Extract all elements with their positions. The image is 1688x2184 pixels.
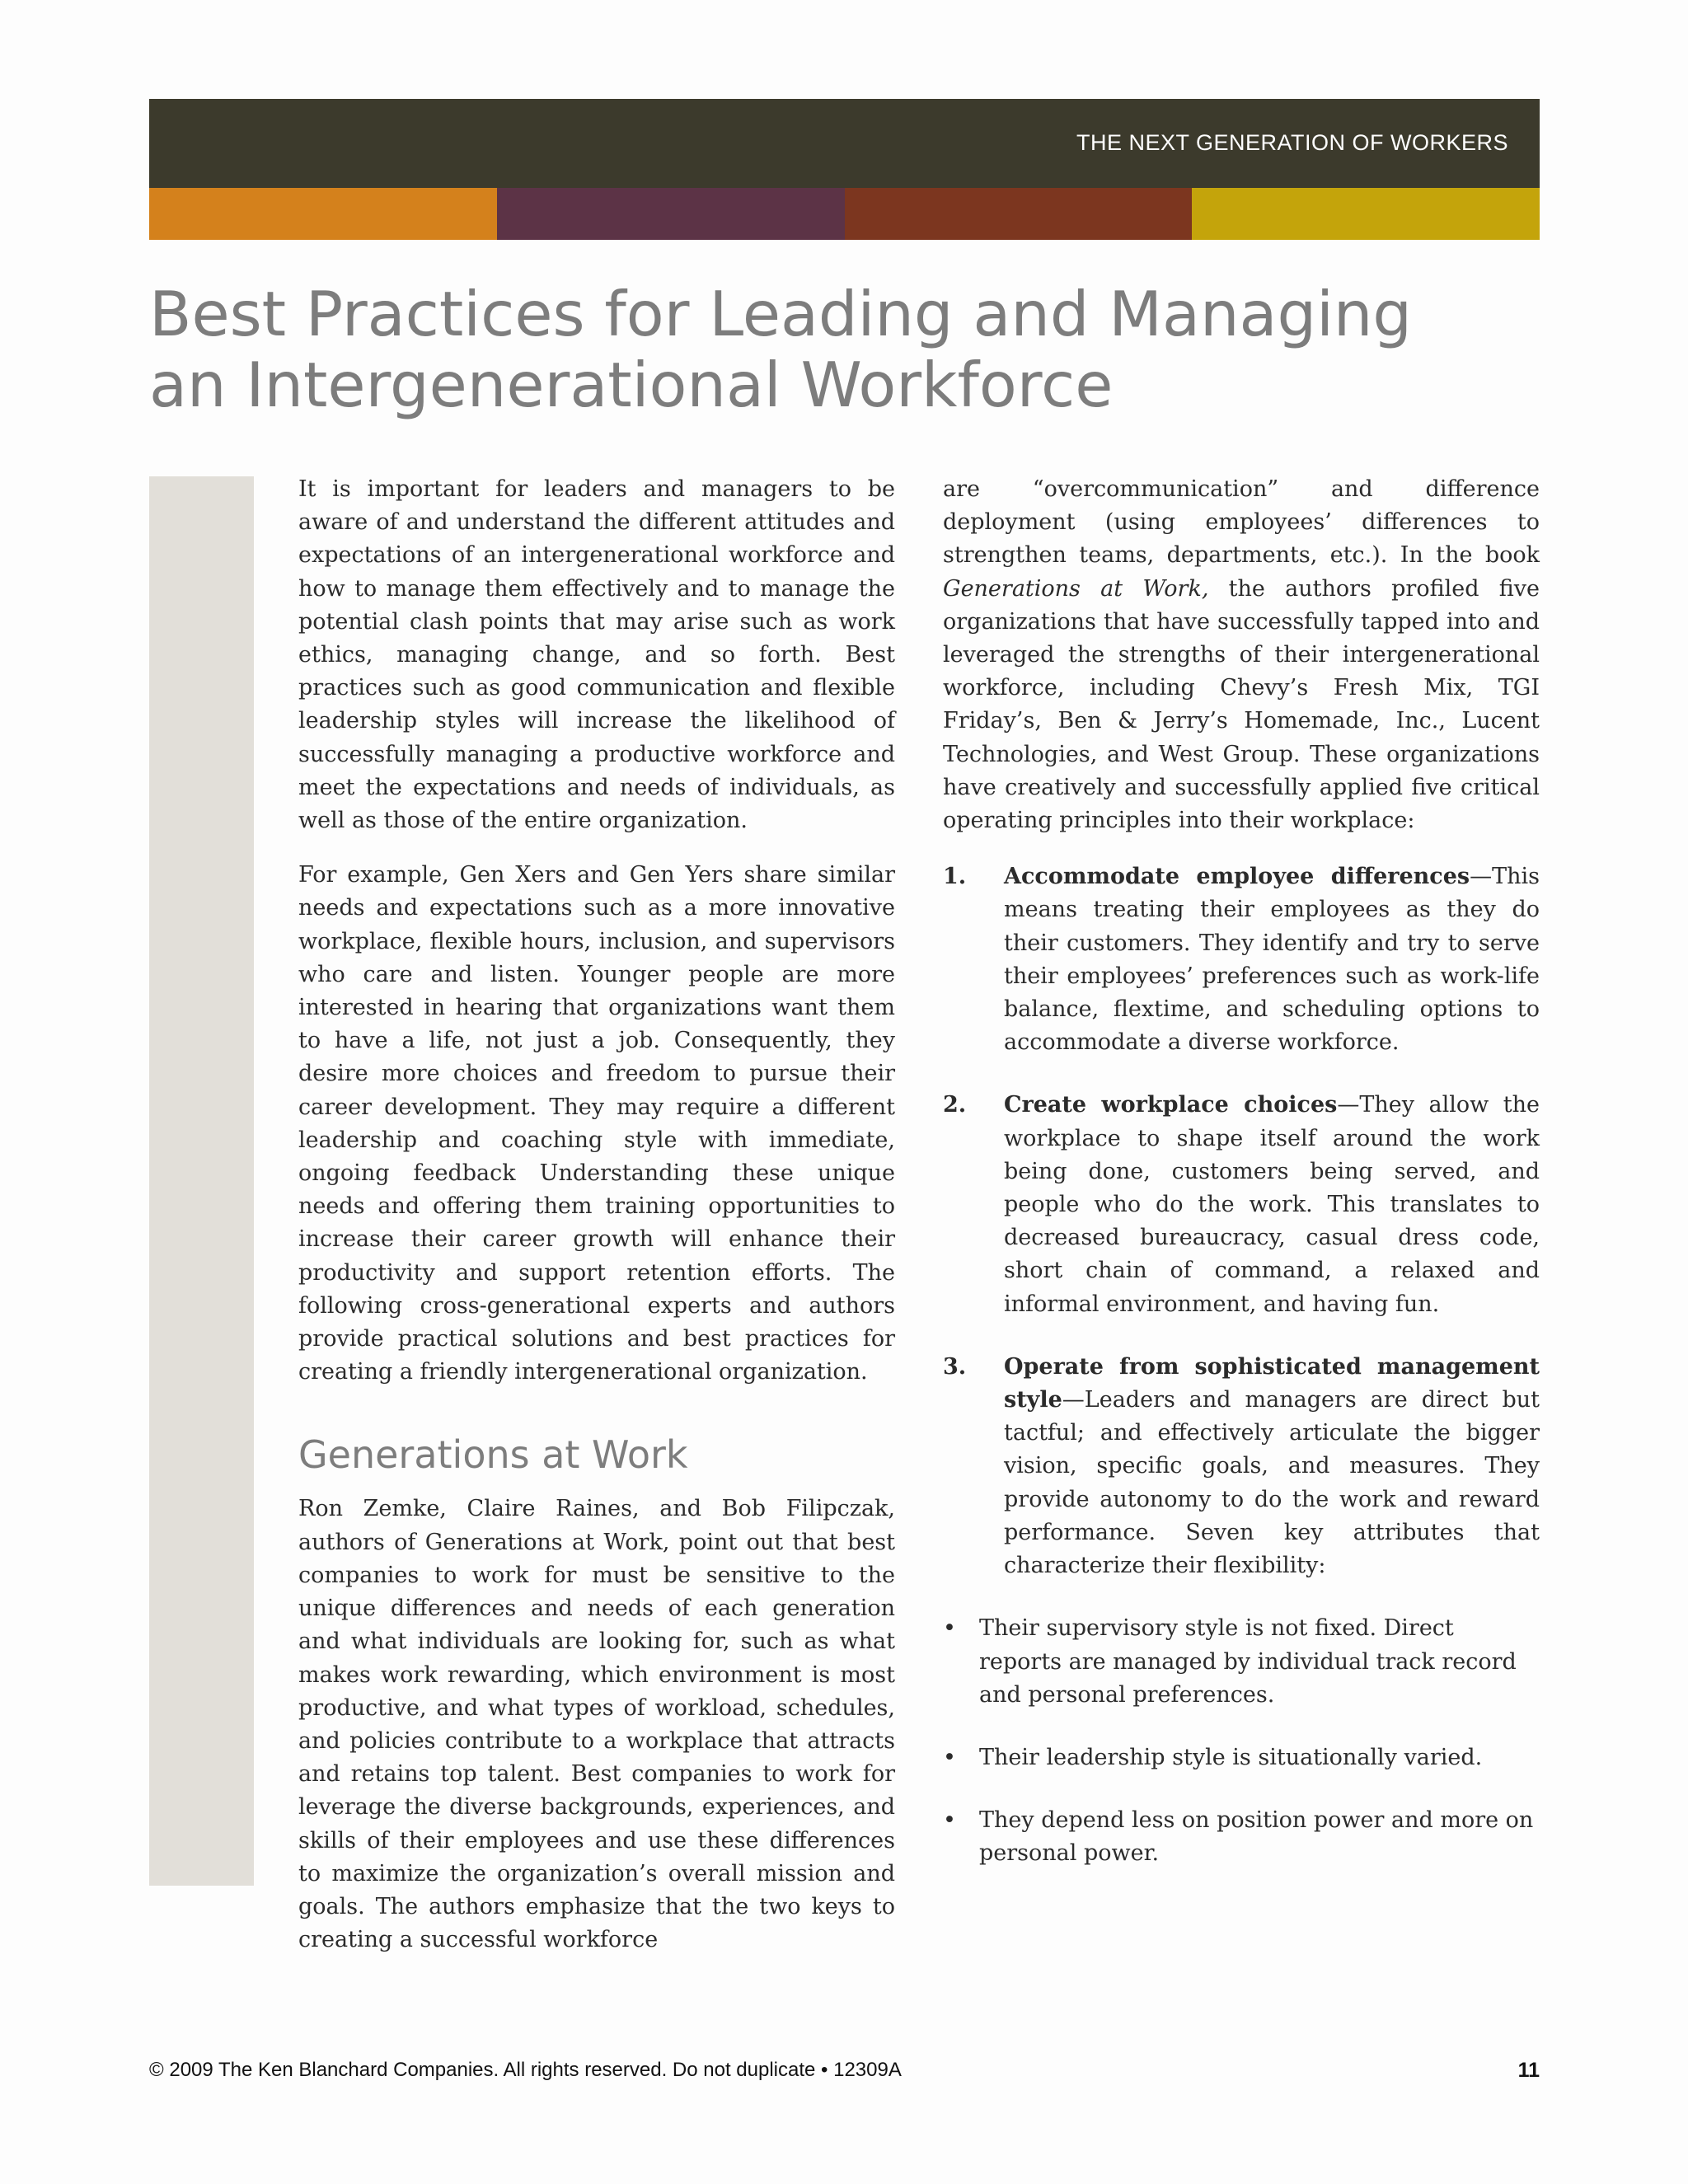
list-item-lead: Accommodate employee differences [1004,864,1470,890]
list-item-number: 3. [943,1353,967,1380]
bullet-text: They depend less on position power and more on personal power. [979,1807,1534,1867]
continuation-text-a: are “overcommunication” and difference deployment (using employees’ differences to strengthen teams, departments, etc.). In the book [943,476,1540,569]
attributes-bullet-list [943,1612,1540,1870]
right-column [943,473,1540,1900]
list-item-lead: Operate from sophisticated management style [1004,1353,1540,1413]
continuation-text-b: the authors profiled five organizations that have successfully tapped into and leveraged the strengths of their intergenerational workforce, including Chevy’s Fresh Mix, TGI Friday’s, Ben & Jerry’s Homemade, Inc., Lucent Technologies, and West Group. These organizations have creatively and successfully applied five critical operating principles into their workplace: [943,575,1540,834]
list-item [943,1089,1540,1320]
bullet-item [943,1804,1540,1870]
color-strip-rust [845,188,1193,240]
color-strip-mustard [1192,188,1540,240]
bullet-text: Their leadership style is situationally varied. [979,1744,1483,1770]
color-strip-plum [497,188,845,240]
continuation-paragraph [943,473,1540,837]
page-title [149,279,1550,420]
header-bar [149,99,1540,188]
bullet-text: Their supervisory style is not fixed. Direct reports are managed by individual track record and personal preferences. [979,1615,1517,1708]
list-item-number: 2. [943,1092,967,1118]
bullet-dot-icon: • [943,1807,956,1834]
page-number: 11 [1517,2059,1540,2082]
list-item-number: 1. [943,864,967,890]
list-item-text: —They allow the workplace to shape itself around the work being done, customers being served, and people who do the work. This translates to decreased bureaucracy, casual dress code, short chain of command, a relaxed and informal environment, and having fun. [1004,1092,1540,1317]
gen-x-y-paragraph: For example, Gen Xers and Gen Yers share similar needs and expectations such as a more innovative workplace, flexible hours, inclusion, and supervisors who care and listen. Younger people are more interested in hearing that organizations want them to have a life, not just a job. Consequently, they desire more choices and freedom to pursue their career development. They may require a different leadership and coaching style with immediate, ongoing feedback Understanding these unique needs and offering them training opportunities to increase their career growth will enhance their productivity and support retention efforts. The following cross-generational experts and authors provide practical solutions and best practices for creating a friendly intergenerational organization. [298,862,895,1385]
section-heading-generations-at-work: Generations at Work [298,1432,688,1478]
bullet-dot-icon: • [943,1615,956,1642]
color-strip-orange [149,188,497,240]
intro-paragraph: It is important for leaders and managers to be aware of and understand the different attitudes and expectations of an intergenerational workforce and how to manage them effectively and to manage the potential clash points that may arise such as work ethics, managing change, and so forth. Best practices such as good communication and flexible leadership styles will increase the likelihood of successfully managing a productive workforce and meet the expectations and needs of individuals, as well as those of the entire organization. [298,476,895,834]
list-item [943,860,1540,1059]
bullet-item [943,1741,1540,1774]
list-item-text: —Leaders and managers are direct but tactful; and effectively articulate the bigger vision, specific goals, and measures. They provide autonomy to do the work and reward performance. Seven key attributes that characterize their flexibility: [1004,1387,1540,1579]
footer-copyright: © 2009 The Ken Blanchard Companies. All rights reserved. Do not duplicate • 12309A [149,2059,902,2081]
color-strip [149,188,1540,240]
list-item [943,1351,1540,1582]
gray-sidebar-bar [149,476,254,1886]
page-title-line-2: an Intergenerational Workforce [149,349,1114,421]
header-title: THE NEXT GENERATION OF WORKERS [1076,130,1508,155]
operating-principles-list [943,860,1540,1582]
bullet-dot-icon: • [943,1744,956,1770]
left-column [298,473,895,1957]
generations-at-work-paragraph: Ron Zemke, Claire Raines, and Bob Filipczak, authors of Generations at Work, point out that best companies to work for must be sensitive to the unique differences and needs of each generation and what individuals are looking for, such as what makes work rewarding, which environment is most productive, and what types of workload, schedules, and policies contribute to a workplace that attracts and retains top talent. Best companies to work for leverage the diverse backgrounds, experiences, and skills of their employees and use these differences to maximize the organization’s overall mission and goals. The authors emphasize that the two keys to creating a successful workforce [298,1496,895,1953]
list-item-lead: Create workplace choices [1004,1092,1338,1118]
bullet-item [943,1612,1540,1712]
list-item-text: —This means treating their employees as they do their customers. They identify and try to serve their employees’ preferences such as work-life balance, flextime, and scheduling options to accommodate a diverse workforce. [1004,864,1540,1056]
page-title-line-1: Best Practices for Leading and Managing [149,278,1413,350]
book-title-italic: Generations at Work, [943,575,1209,602]
